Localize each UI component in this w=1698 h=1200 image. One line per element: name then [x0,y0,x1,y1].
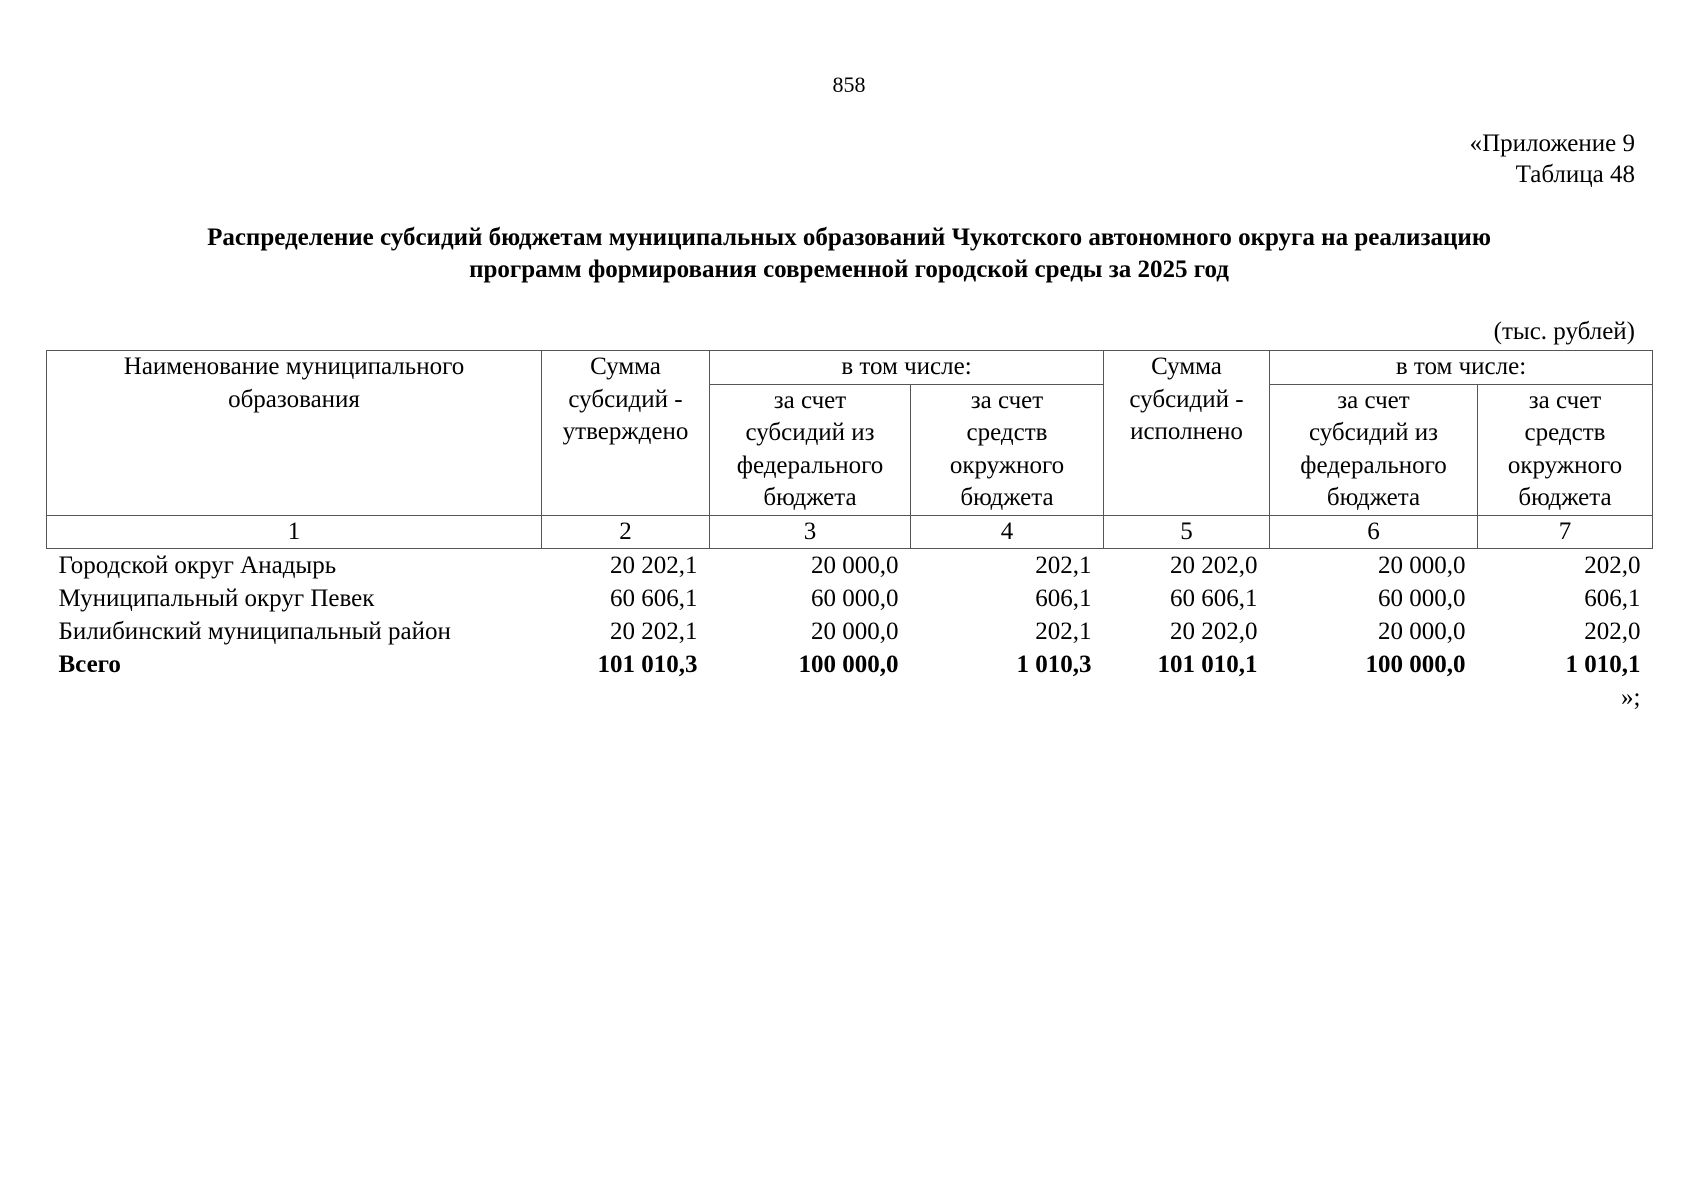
cell-value: 60 000,0 [811,585,899,612]
header-district-approved: за счет средств окружного бюджета [911,384,1104,515]
header-including-approved: в том числе: [710,351,1104,385]
municipality-name: Муниципальный округ Певек [58,585,375,612]
table-row [47,615,1653,648]
total-value: 100 000,0 [1365,651,1466,678]
header-sum-approved: Сумма субсидий - утверждено [542,351,710,516]
total-label: Всего [58,651,121,678]
table-row [47,549,1653,583]
total-value: 101 010,3 [597,651,698,678]
cell-value: 20 202,0 [1170,552,1258,579]
page-number: 858 [832,72,866,97]
appendix-reference [1470,128,1635,190]
cell-value: 20 000,0 [1378,552,1466,579]
cell-value: 20 202,0 [1170,618,1258,645]
column-number: 5 [1104,515,1270,549]
column-number: 1 [47,515,542,549]
header-including-executed: в том числе: [1270,351,1653,385]
column-number: 3 [710,515,911,549]
cell-value: 60 000,0 [1378,585,1466,612]
cell-value: 20 000,0 [811,618,899,645]
header-federal-approved: за счет субсидий из федерального бюджета [710,384,911,515]
column-number: 7 [1478,515,1653,549]
total-value: 100 000,0 [798,651,899,678]
header-sum-executed: Сумма субсидий - исполнено [1104,351,1270,516]
municipality-name: Билибинский муниципальный район [58,618,451,645]
cell-value: 202,0 [1584,552,1641,579]
cell-value: 20 202,1 [610,552,698,579]
document-title [60,222,1638,286]
cell-value: 202,1 [1035,552,1092,579]
cell-value: 202,1 [1035,618,1092,645]
cell-value: 60 606,1 [1170,585,1258,612]
cell-value: 20 202,1 [610,618,698,645]
appendix-label: «Приложение 9 [1469,130,1635,157]
column-number: 2 [542,515,710,549]
column-number: 6 [1270,515,1478,549]
column-number: 4 [911,515,1104,549]
closing-quote: »; [1621,684,1641,711]
table-row [47,582,1653,615]
cell-value: 202,0 [1584,618,1641,645]
cell-value: 20 000,0 [1378,618,1466,645]
closing-row [47,681,1653,714]
header-name: Наименование муниципального образования [47,351,542,516]
cell-value: 60 606,1 [610,585,698,612]
header-district-executed: за счет средств окружного бюджета [1478,384,1653,515]
table-label: Таблица 48 [1515,161,1635,188]
title-line-2: программ формирования современной городской среды за 2025 год [469,256,1229,283]
cell-value: 20 000,0 [811,552,899,579]
municipality-name: Городской округ Анадырь [58,552,337,579]
total-value: 101 010,1 [1157,651,1258,678]
total-value: 1 010,3 [1016,651,1092,678]
title-line-1: Распределение субсидий бюджетам муниципальных образований Чукотского автономного округа на реализацию [207,224,1491,251]
units-label: (тыс. рублей) [1493,318,1635,345]
cell-value: 606,1 [1584,585,1641,612]
column-numbers-row [47,515,1653,549]
cell-value: 606,1 [1035,585,1092,612]
subsidy-table [46,350,1653,714]
total-value: 1 010,1 [1565,651,1641,678]
total-row [47,648,1653,681]
header-federal-executed: за счет субсидий из федерального бюджета [1270,384,1478,515]
